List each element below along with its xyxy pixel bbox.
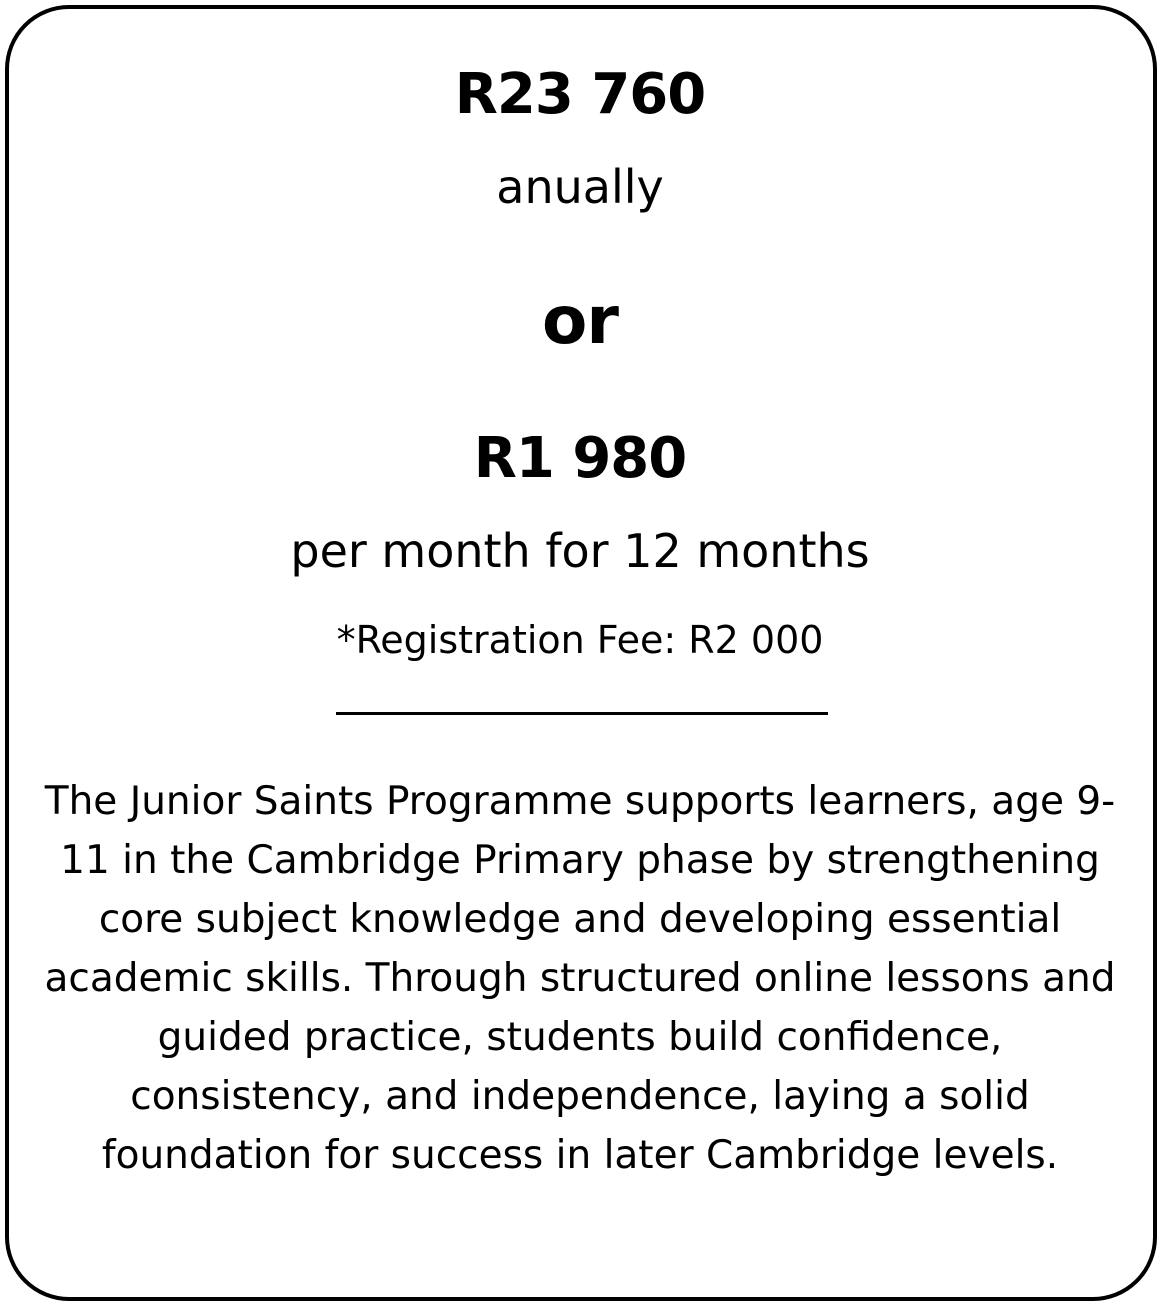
- registration-fee: *Registration Fee: R2 000: [336, 618, 824, 662]
- or-label: or: [542, 282, 618, 359]
- annual-label: anually: [496, 160, 664, 214]
- programme-description: The Junior Saints Programme supports learners, age 9-11 in the Cambridge Primary phase by strengthening core subject knowledge and developing essential academic skills. Through structured online lessons and guided practice, students build confidence, consistency, and independence, laying a solid foundation for success in later Cambridge levels.: [44, 779, 1116, 1178]
- divider: [336, 712, 828, 715]
- annual-price: R23 760: [454, 62, 706, 127]
- monthly-label: per month for 12 months: [290, 524, 870, 578]
- monthly-price: R1 980: [473, 426, 687, 491]
